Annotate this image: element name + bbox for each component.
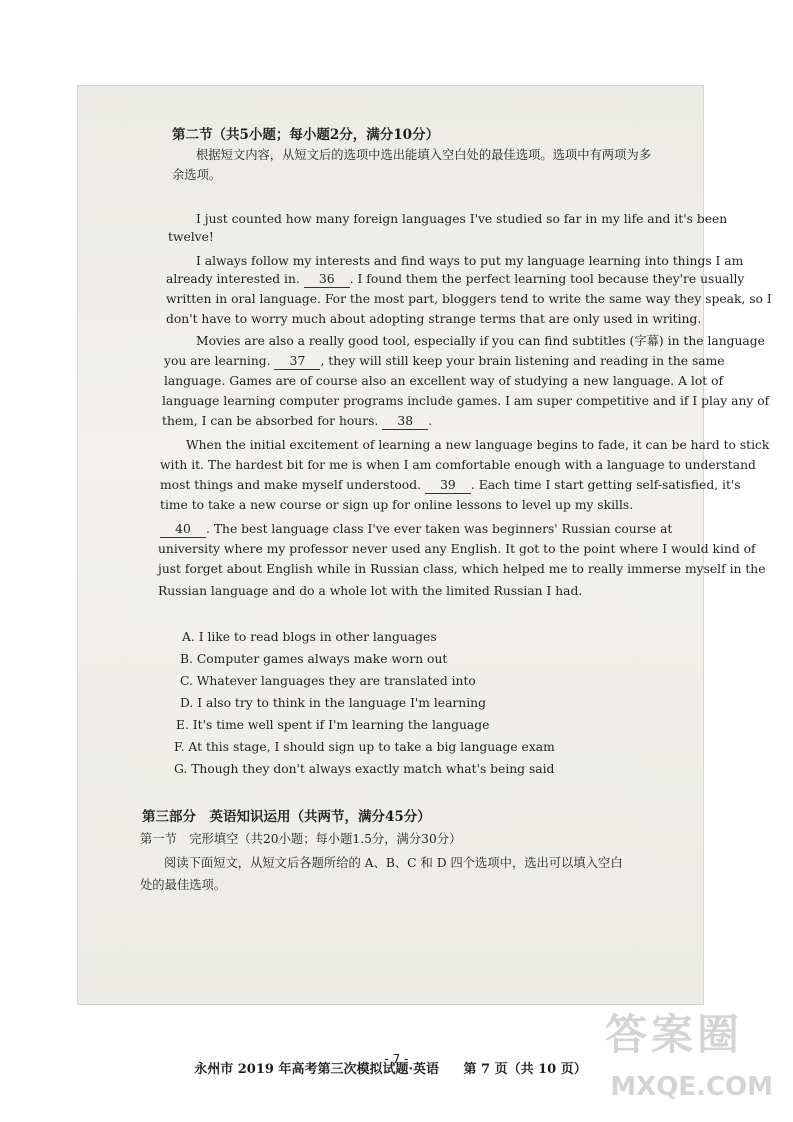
watermark bbox=[593, 1002, 773, 1102]
passage-line bbox=[166, 272, 744, 288]
part-instruction: 处的最佳选项。 bbox=[140, 878, 227, 892]
passage-line: university where my professor never used any English. It got to the point where I would kind of bbox=[158, 542, 756, 556]
option-c: C. Whatever languages they are translated into bbox=[180, 674, 476, 688]
part-title: 第三部分 英语知识运用（共两节，满分45分） bbox=[142, 809, 431, 825]
passage-text: most things and make myself understood. bbox=[160, 478, 421, 492]
passage-line: don't have to worry much about adopting strange terms that are only used in writing. bbox=[166, 312, 702, 326]
blank-38: 38 bbox=[382, 414, 428, 430]
section-title: 第二节（共5小题；每小题2分，满分10分） bbox=[172, 127, 440, 143]
section-instruction: 余选项。 bbox=[172, 168, 222, 182]
passage-line: I always follow my interests and find ways to put my language learning into things I am bbox=[196, 254, 744, 268]
blank-36: 36 bbox=[304, 272, 350, 288]
option-d: D. I also try to think in the language I'm learning bbox=[180, 696, 486, 710]
option-b: B. Computer games always make worn out bbox=[180, 652, 448, 666]
passage-line: When the initial excitement of learning a new language begins to fade, it can be hard to stick bbox=[186, 438, 770, 452]
passage-line: Movies are also a really good tool, especially if you can find subtitles (字幕) in the language bbox=[196, 334, 765, 348]
passage-text: . I found them the perfect learning tool because they're usually bbox=[349, 272, 745, 286]
passage-line: written in oral language. For the most part, bloggers tend to write the same way they speak, so I bbox=[166, 292, 772, 306]
passage-text: . bbox=[428, 414, 433, 428]
passage-text: . The best language class I've ever taken was beginners' Russian course at bbox=[206, 522, 673, 536]
passage-line bbox=[164, 354, 725, 370]
passage-line bbox=[160, 522, 672, 538]
passage-text: , they will still keep your brain listening and reading in the same bbox=[320, 354, 725, 368]
passage-line: time to take a new course or sign up for online lessons to level up my skills. bbox=[160, 498, 634, 512]
footer-page: 第 7 页（共 10 页） bbox=[463, 1062, 587, 1077]
watermark-url: MXQE.COM bbox=[610, 1072, 773, 1102]
part-subtitle: 第一节 完形填空（共20小题；每小题1.5分，满分30分） bbox=[140, 832, 462, 846]
part-instruction: 阅读下面短文，从短文后各题所给的 A、B、C 和 D 四个选项中，选出可以填入空白 bbox=[164, 856, 623, 870]
passage-line: twelve! bbox=[168, 230, 214, 244]
passage-text: . Each time I start getting self-satisfied, it's bbox=[470, 478, 741, 492]
exam-title: 永州市 2019 年高考第三次模拟试题·英语 bbox=[194, 1062, 439, 1077]
option-a: A. I like to read blogs in other languages bbox=[182, 630, 437, 644]
passage-line: language learning computer programs include games. I am super competitive and if I play any of bbox=[162, 394, 770, 408]
blank-40: 40 bbox=[160, 522, 206, 538]
passage-line bbox=[160, 478, 741, 494]
passage-line: Russian language and do a whole lot with the limited Russian I had. bbox=[158, 584, 583, 598]
option-e: E. It's time well spent if I'm learning the language bbox=[176, 718, 490, 732]
passage-line bbox=[162, 414, 432, 430]
passage-line: language. Games are of course also an excellent way of studying a new language. A lot of bbox=[164, 374, 724, 388]
blank-37: 37 bbox=[274, 354, 320, 370]
page-number: - 7 - bbox=[384, 1052, 409, 1066]
watermark-text: 答案圈 bbox=[604, 1010, 743, 1059]
option-f: F. At this stage, I should sign up to take a big language exam bbox=[174, 740, 555, 754]
passage-text: you are learning. bbox=[164, 354, 271, 368]
option-g: G. Though they don't always exactly match what's being said bbox=[174, 762, 555, 776]
passage-line: with it. The hardest bit for me is when I am comfortable enough with a language to understand bbox=[160, 458, 756, 472]
blank-39: 39 bbox=[425, 478, 471, 494]
passage-line: just forget about English while in Russian class, which helped me to really immerse myself in the bbox=[158, 562, 766, 576]
passage-line: I just counted how many foreign languages I've studied so far in my life and it's been bbox=[196, 212, 728, 226]
section-instruction: 根据短文内容，从短文后的选项中选出能填入空白处的最佳选项。选项中有两项为多 bbox=[196, 148, 651, 162]
passage-text: them, I can be absorbed for hours. bbox=[162, 414, 379, 428]
passage-text: already interested in. bbox=[166, 272, 300, 286]
